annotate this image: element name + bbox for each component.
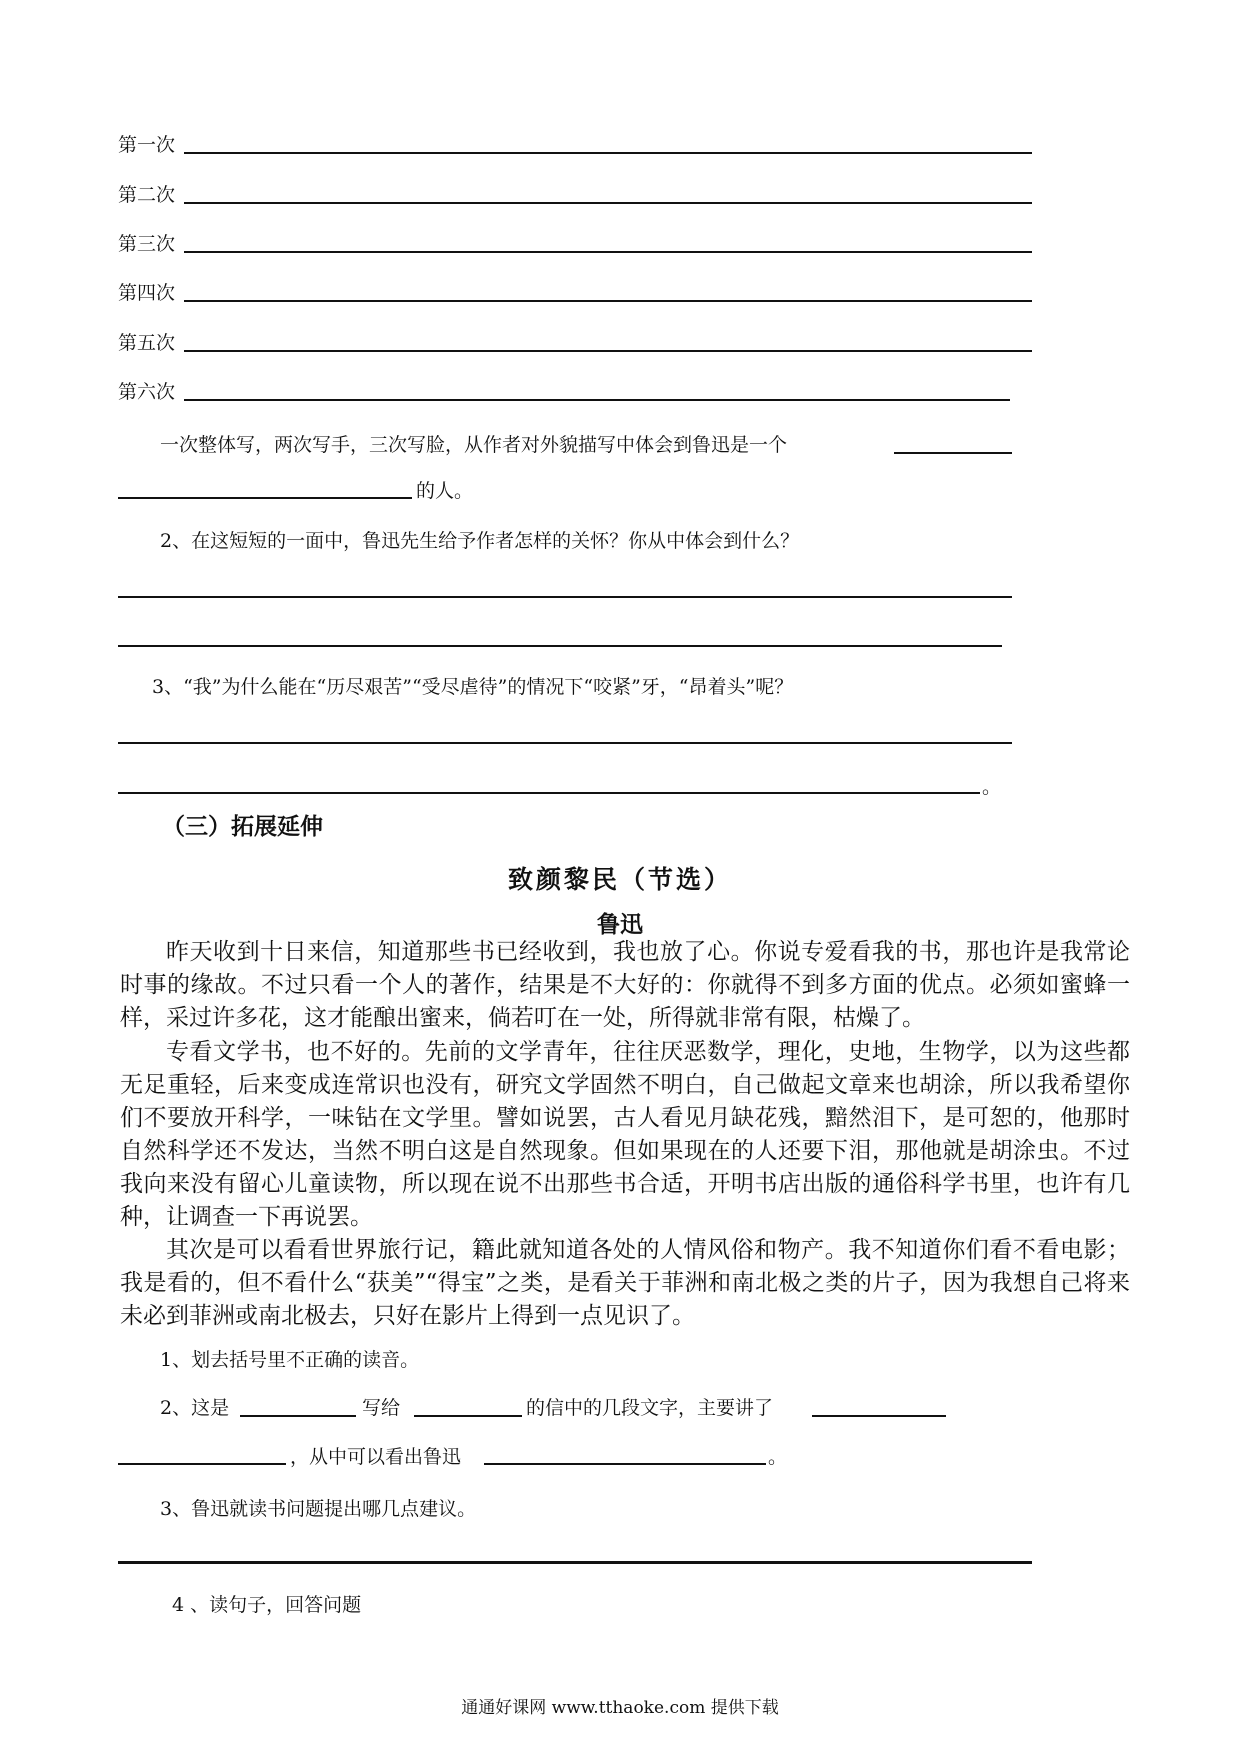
article-paragraph-1: 昨天收到十日来信，知道那些书已经收到，我也放了心。你说专爱看我的书，那也许是我常论时事的缘故。不过只看一个人的著作，结果是不大好的：你就得不到多方面的优点。必须如蜜蜂一样，采过许多花，这才能酿出蜜来，倘若叮在一处，所得就非常有限，枯燥了。 [120, 939, 1130, 1031]
answer-line-4[interactable] [184, 300, 1032, 302]
article-paragraph-2: 专看文学书，也不好的。先前的文学青年，往往厌恶数学，理化，史地，生物学，以为这些都无足重轻，后来变成连常识也没有，研究文学固然不明白，自己做起文章来也胡涂，所以我希望你们不要放开科学，一味钻在文学里。譬如说罢，古人看见月缺花残，黯然泪下，是可恕的，他那时自然科学还不发达，当然不明白这是自然现象。但如果现在的人还要下泪，那他就是胡涂虫。不过我向来没有留心儿童读物，所以现在说不出那些书合适，开明书店出版的通俗科学书里，也许有几种，让调查一下再说罢。 [120, 1039, 1130, 1230]
row-label-6: 第六次 [118, 381, 176, 403]
ex2-blank-5[interactable] [484, 1463, 766, 1465]
q2-answer-line-2[interactable] [118, 645, 1002, 647]
exercise-3: 3、鲁迅就读书问题提出哪几点建议。 [160, 1498, 477, 1520]
summary-blank-2[interactable] [118, 497, 412, 499]
answer-line-6[interactable] [184, 399, 1010, 401]
exercise-1: 1、划去括号里不正确的读音。 [160, 1349, 420, 1371]
answer-line-5[interactable] [184, 350, 1032, 352]
question-3: 3、“我”为什么能在“历尽艰苦”“受尽虐待”的情况下“咬紧”牙，“昂着头”呢？ [152, 676, 794, 698]
q3-answer-line-1[interactable] [118, 742, 1012, 744]
article-paragraph-3: 其次是可以看看世界旅行记，籍此就知道各处的人情风俗和物产。我不知道你们看不看电影；我是看的，但不看什么“获美”“得宝”之类，是看关于菲洲和南北极之类的片子，因为我想自己将来未必到菲洲或南北极去，只好在影片上得到一点见识了。 [120, 1237, 1130, 1329]
page-footer: 通通好课网 www.tthaoke.com 提供下载 [461, 1698, 779, 1718]
exercise-4: 4 、读句子，回答问题 [172, 1594, 362, 1616]
exercise-2-part-1: 2、这是 [160, 1397, 230, 1419]
exercise-2-part-2: 写给 [362, 1397, 401, 1419]
summary-blank-1[interactable] [894, 452, 1012, 454]
ex2-blank-2[interactable] [414, 1415, 522, 1417]
q3-answer-line-2[interactable] [118, 792, 980, 794]
question-2: 2、在这短短的一面中，鲁迅先生给予作者怎样的关怀？你从中体会到什么？ [160, 530, 800, 552]
ex3-answer-line[interactable] [118, 1561, 1032, 1564]
summary-question: 一次整体写，两次写手，三次写脸，从作者对外貌描写中体会到鲁迅是一个 [160, 434, 788, 456]
answer-line-2[interactable] [184, 202, 1032, 204]
exercise-2-part-5: 。 [768, 1446, 788, 1468]
exercise-2-part-4: ，从中可以看出鲁迅 [290, 1446, 462, 1468]
row-label-4: 第四次 [118, 282, 176, 304]
answer-line-1[interactable] [184, 152, 1032, 154]
row-label-5: 第五次 [118, 332, 176, 354]
row-label-1: 第一次 [118, 134, 176, 156]
summary-tail: 的人。 [416, 480, 474, 502]
ex2-blank-1[interactable] [240, 1415, 356, 1417]
exercise-2-part-3: 的信中的几段文字，主要讲了 [526, 1397, 774, 1419]
ex2-blank-3[interactable] [812, 1415, 946, 1417]
article-author: 鲁迅 [597, 912, 643, 938]
article-title: 致颜黎民（节选） [507, 865, 732, 894]
section-heading: （三）拓展延伸 [162, 814, 323, 840]
row-label-2: 第二次 [118, 184, 176, 206]
row-label-3: 第三次 [118, 233, 176, 255]
answer-line-3[interactable] [184, 251, 1032, 253]
ex2-blank-4[interactable] [118, 1463, 286, 1465]
q3-end-mark: 。 [982, 776, 1002, 798]
q2-answer-line-1[interactable] [118, 596, 1012, 598]
